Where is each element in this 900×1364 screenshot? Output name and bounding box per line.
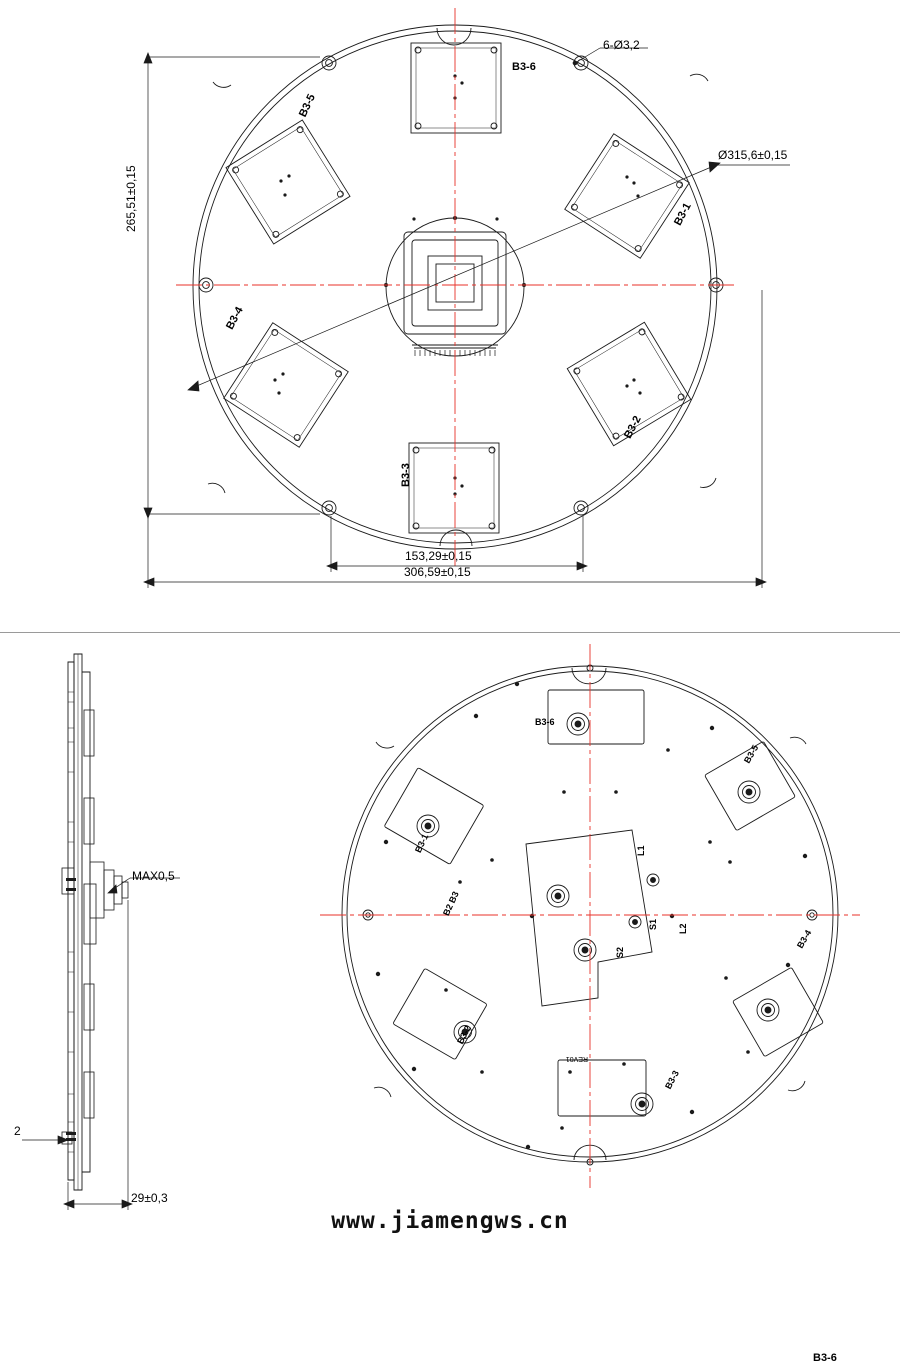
part-label-b3-5-bot: B3-5 bbox=[742, 743, 761, 765]
dim-max-flatness: MAX0,5 bbox=[132, 869, 175, 883]
part-label-b3-1-top: B3-1 bbox=[672, 200, 694, 228]
part-label-s2: S2 bbox=[615, 946, 625, 958]
dim-horizontal-153: 153,29±0,15 bbox=[405, 549, 472, 563]
dim-6-holes: 6-Ø3,2 bbox=[603, 38, 640, 52]
module-b3-6 bbox=[411, 43, 501, 133]
module-b3-2-bottom bbox=[393, 968, 487, 1059]
part-label-b3-3-top: B3-3 bbox=[400, 463, 412, 487]
module-b3-4 bbox=[224, 323, 348, 447]
mounting-holes bbox=[199, 56, 723, 515]
dimension-lines-side bbox=[22, 878, 180, 1210]
module-b3-6-bottom bbox=[548, 690, 644, 744]
plate-back bbox=[68, 662, 74, 1180]
dim-horizontal-306: 306,59±0,15 bbox=[404, 565, 471, 579]
part-label-b3-3-bot: B3-3 bbox=[663, 1068, 681, 1091]
part-label-rev-note: REV01 bbox=[565, 1055, 588, 1062]
dim-thickness-29: 29±0,3 bbox=[131, 1191, 168, 1205]
part-label-b3-6-bot: B3-6 bbox=[535, 717, 555, 727]
dim-vertical-265: 265,51±0,15 bbox=[124, 165, 138, 232]
module-b3-5 bbox=[226, 120, 350, 244]
part-label-b2-b3-bot: B2 B3 bbox=[441, 889, 461, 918]
part-label-b3-6-top: B3-6 bbox=[512, 61, 536, 73]
part-label-b3-4-bot: B3-4 bbox=[795, 928, 814, 950]
part-label-l1: L1 bbox=[636, 845, 646, 856]
module-b3-1-bottom bbox=[384, 768, 484, 865]
plate-front bbox=[82, 672, 90, 1172]
module-b3-3-bottom bbox=[558, 1060, 646, 1116]
scatter-holes bbox=[376, 682, 807, 1149]
watermark: www.jiamengws.cn bbox=[331, 1208, 569, 1234]
bosses bbox=[417, 713, 779, 1115]
part-label-b3-4-top: B3-4 bbox=[224, 304, 246, 332]
center-polygon bbox=[526, 830, 652, 1006]
top-view-svg bbox=[0, 0, 900, 632]
dim-diameter-315: Ø315,6±0,15 bbox=[718, 148, 788, 162]
part-label-b3-2-top: B3-2 bbox=[622, 413, 644, 441]
part-label-b3-2-bot: B3-2 bbox=[455, 1023, 473, 1046]
dim-step-2: 2 bbox=[14, 1124, 21, 1138]
part-label-b3-6-bottom: B3-6 bbox=[813, 1352, 837, 1364]
part-label-b3-5-top: B3-5 bbox=[297, 92, 318, 120]
centerlines-top bbox=[176, 8, 736, 566]
module-b3-3 bbox=[409, 443, 499, 533]
module-b3-4-bottom bbox=[733, 967, 824, 1056]
centerlines-bottom bbox=[320, 644, 860, 1188]
part-label-b3-1-bot: B3-1 bbox=[413, 832, 431, 855]
part-label-s1: S1 bbox=[648, 918, 658, 930]
module-b3-1 bbox=[565, 134, 689, 258]
part-label-l2: L2 bbox=[678, 923, 688, 934]
side-view-svg bbox=[0, 632, 260, 1248]
